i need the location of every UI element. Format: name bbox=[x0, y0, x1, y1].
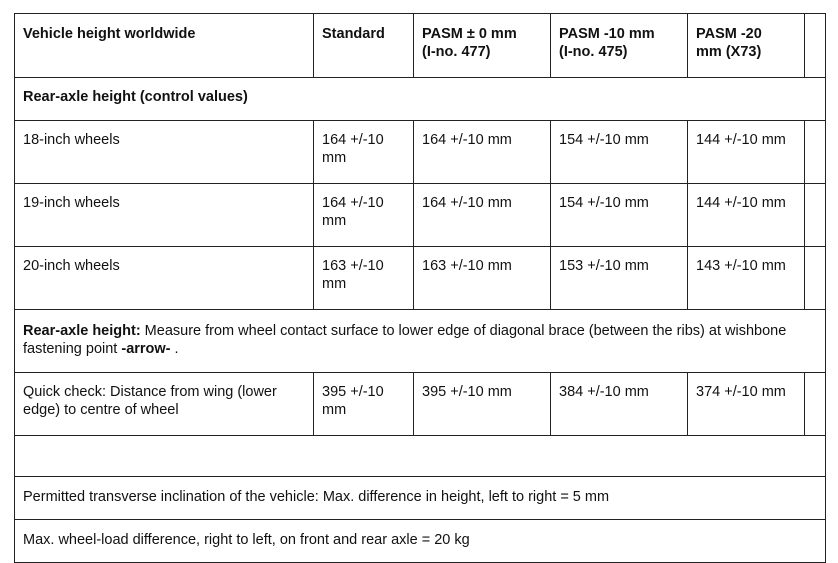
table-row bbox=[15, 121, 826, 184]
header-pasm-20-line1: PASM -20 bbox=[696, 26, 762, 42]
row-spare-cell bbox=[805, 247, 826, 310]
vehicle-height-table bbox=[14, 13, 826, 563]
header-pasm-0-line2: (I-no. 477) bbox=[422, 44, 491, 60]
note-arrow-reference: -arrow- bbox=[121, 341, 171, 357]
header-pasm-10-line2: (I-no. 475) bbox=[559, 44, 628, 60]
header-vehicle-height: Vehicle height worldwide bbox=[15, 14, 314, 78]
empty-cell bbox=[15, 436, 826, 477]
quick-check-label: Quick check: Distance from wing (lower edge) to centre of wheel bbox=[15, 373, 314, 436]
row-pasm-0: 163 +/-10 mm bbox=[414, 247, 551, 310]
row-pasm-20: 144 +/-10 mm bbox=[688, 121, 805, 184]
empty-row bbox=[15, 436, 826, 477]
row-label: 19-inch wheels bbox=[15, 184, 314, 247]
quick-check-spare-cell bbox=[805, 373, 826, 436]
table-row bbox=[15, 247, 826, 310]
row-standard: 164 +/-10 mm bbox=[314, 121, 414, 184]
vehicle-height-table-frame bbox=[14, 13, 826, 563]
row-label: 20-inch wheels bbox=[15, 247, 314, 310]
note-bold-lead: Rear-axle height: bbox=[23, 323, 141, 339]
row-spare-cell bbox=[805, 184, 826, 247]
header-pasm-10-line1: PASM -10 mm bbox=[559, 26, 655, 42]
row-pasm-10: 154 +/-10 mm bbox=[551, 184, 688, 247]
measurement-note bbox=[15, 310, 826, 373]
header-pasm-20 bbox=[688, 14, 805, 78]
row-pasm-20: 144 +/-10 mm bbox=[688, 184, 805, 247]
quick-check-row bbox=[15, 373, 826, 436]
header-pasm-0 bbox=[414, 14, 551, 78]
quick-check-pasm-0: 395 +/-10 mm bbox=[414, 373, 551, 436]
header-pasm-10 bbox=[551, 14, 688, 78]
row-label: 18-inch wheels bbox=[15, 121, 314, 184]
footer-row bbox=[15, 520, 826, 563]
row-spare-cell bbox=[805, 121, 826, 184]
row-standard: 163 +/-10 mm bbox=[314, 247, 414, 310]
section-row bbox=[15, 78, 826, 121]
row-standard: 164 +/-10 mm bbox=[314, 184, 414, 247]
header-standard: Standard bbox=[314, 14, 414, 78]
footer-row bbox=[15, 477, 826, 520]
table-row bbox=[15, 184, 826, 247]
row-pasm-10: 154 +/-10 mm bbox=[551, 121, 688, 184]
quick-check-pasm-20: 374 +/-10 mm bbox=[688, 373, 805, 436]
section-title: Rear-axle height (control values) bbox=[15, 78, 826, 121]
header-row bbox=[15, 14, 826, 78]
header-pasm-0-line1: PASM ± 0 mm bbox=[422, 26, 517, 42]
row-pasm-20: 143 +/-10 mm bbox=[688, 247, 805, 310]
header-spare-cell bbox=[805, 14, 826, 78]
transverse-inclination-note: Permitted transverse inclination of the vehicle: Max. difference in height, left to right = 5 mm bbox=[15, 477, 826, 520]
note-row bbox=[15, 310, 826, 373]
row-pasm-0: 164 +/-10 mm bbox=[414, 184, 551, 247]
header-pasm-20-line2: mm (X73) bbox=[696, 44, 762, 60]
quick-check-pasm-10: 384 +/-10 mm bbox=[551, 373, 688, 436]
row-pasm-10: 153 +/-10 mm bbox=[551, 247, 688, 310]
row-pasm-0: 164 +/-10 mm bbox=[414, 121, 551, 184]
quick-check-standard: 395 +/-10 mm bbox=[314, 373, 414, 436]
wheel-load-difference-note: Max. wheel-load difference, right to left, on front and rear axle = 20 kg bbox=[15, 520, 826, 563]
note-text: Measure from wheel contact surface to lower edge of diagonal brace (between the ribs) at wishbone fastening point bbox=[23, 323, 787, 357]
note-tail: . bbox=[170, 341, 179, 357]
